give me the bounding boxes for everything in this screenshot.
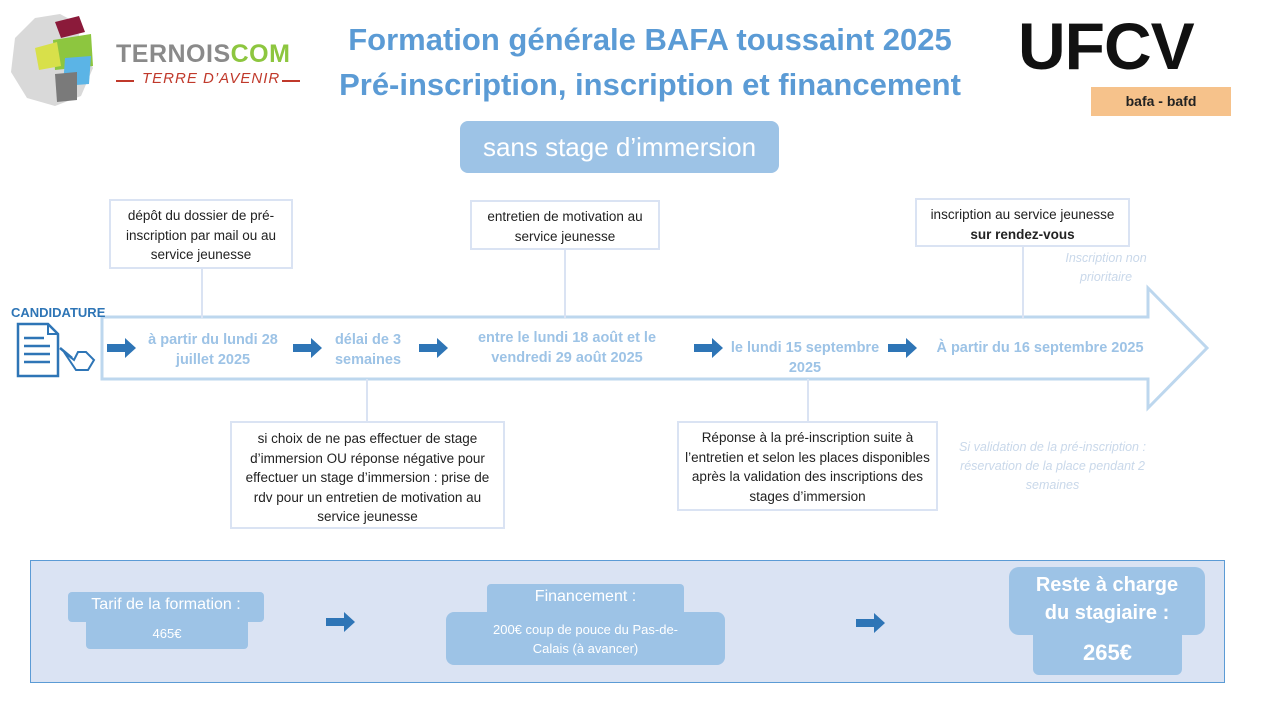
note-non-prioritaire: Inscription non prioritaire	[1065, 251, 1147, 284]
ternoiscom-suffix: COM	[230, 40, 291, 68]
page-title: Formation générale BAFA toussaint 2025	[348, 22, 952, 57]
ternoiscom-prefix: TERNOIS	[116, 40, 231, 68]
tagline-rule-right	[282, 80, 300, 82]
step-label: le lundi 15 septembre 2025	[730, 340, 880, 376]
connector-line	[564, 250, 566, 318]
ufcv-logo: UFCV	[1018, 9, 1194, 83]
step-box-choix: si choix de ne pas effectuer de stage d’immersion OU réponse négative pour effectuer un stage d’immersion : prise de rdv pour un entretien de motivation au service jeunesse	[230, 421, 505, 529]
ufcv-badge: bafa - bafd	[1091, 87, 1231, 116]
step-box-reponse: Réponse à la pré-inscription suite à l’entretien et selon les places disponibles après la validation des inscriptions des stages d’immersion	[677, 421, 938, 511]
connector-line	[807, 379, 809, 422]
document-hand-icon	[14, 322, 100, 380]
reste-value: 265€	[1033, 634, 1182, 675]
candidature-label: CANDIDATURE	[11, 305, 106, 320]
finance-arrow-icon	[856, 613, 886, 633]
connector-line	[1022, 246, 1024, 318]
step-box-entretien: entretien de motivation au service jeunesse	[470, 200, 660, 250]
ternoiscom-tagline: TERRE D’AVENIR	[142, 70, 281, 87]
inscription-text: inscription au service jeunesse	[930, 207, 1115, 222]
tarif-value: 465€	[86, 622, 248, 649]
step-arrow-icon	[107, 338, 137, 358]
financement-label: Financement :	[487, 584, 684, 614]
page-subtitle: Pré-inscription, inscription et financement	[339, 67, 961, 102]
step-arrow-icon	[419, 338, 449, 358]
step-label: délai de 3 semaines	[334, 332, 402, 368]
step-arrow-icon	[888, 338, 918, 358]
step-box-inscription	[915, 198, 1130, 247]
step-label: entre le lundi 18 août et le vendredi 29 août 2025	[477, 330, 657, 366]
financement-value: 200€ coup de pouce du Pas-de-Calais (à avancer)	[446, 612, 725, 665]
step-box-depot: dépôt du dossier de pré-inscription par mail ou au service jeunesse	[109, 199, 293, 269]
connector-line	[201, 268, 203, 318]
ternoiscom-map-icon	[5, 8, 115, 108]
step-arrow-icon	[694, 338, 724, 358]
inscription-emphasis: sur rendez-vous	[970, 226, 1075, 242]
reste-label: Reste à charge du stagiaire :	[1009, 567, 1205, 635]
step-label: À partir du 16 septembre 2025	[936, 340, 1144, 356]
ternoiscom-wordmark	[116, 40, 290, 69]
finance-arrow-icon	[326, 612, 356, 632]
connector-line	[366, 379, 368, 422]
tarif-label: Tarif de la formation :	[68, 592, 264, 622]
note-validation: Si validation de la pré-inscription : réservation de la place pendant 2 semaines	[959, 440, 1146, 492]
tagline-rule-left	[116, 80, 134, 82]
mode-badge: sans stage d’immersion	[460, 121, 779, 173]
step-label: à partir du lundi 28 juillet 2025	[148, 332, 278, 368]
step-arrow-icon	[293, 338, 323, 358]
